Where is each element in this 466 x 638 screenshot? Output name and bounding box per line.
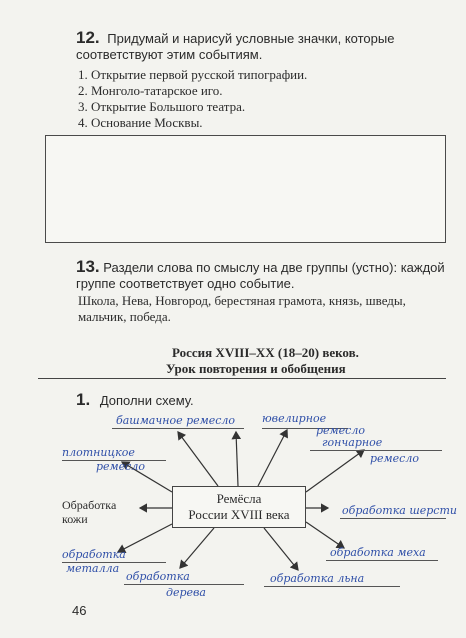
list-item: 1. Открытие первой русской типографии. xyxy=(78,67,308,82)
hand-bottom-mid-2: дерева xyxy=(166,586,206,599)
arrow-left-down xyxy=(118,524,172,552)
list-item: 2. Монголо-татарское иго. xyxy=(78,83,223,98)
task-13-number: 13. xyxy=(76,257,100,276)
section-title: Россия XVIII–XX (18–20) веков. xyxy=(172,345,359,360)
hand-left-2: ремесло xyxy=(96,460,145,473)
page-number: 46 xyxy=(72,603,87,618)
scheme-center-box xyxy=(172,486,306,528)
arrow-bottom-left xyxy=(180,528,214,568)
arrow-top-right xyxy=(258,430,287,486)
task-12-number: 12. xyxy=(76,28,100,47)
arrow-top xyxy=(236,432,238,486)
task-12-text: Придумай и нарисуй условные значки, которые соответствуют этим событиям. xyxy=(76,31,395,62)
answer-line xyxy=(310,450,442,451)
hand-right-low: обработка меха xyxy=(330,546,426,559)
hand-right-2: ремесло xyxy=(370,452,419,465)
task-13-text: Раздели слова по смыслу на две группы (устно): каждой группе соответствует одно событие. xyxy=(76,260,445,291)
hand-right-1: гончарное xyxy=(322,436,383,449)
arrow-right-down xyxy=(306,522,344,548)
hand-bottom-mid-1: обработка xyxy=(126,570,190,583)
answer-line xyxy=(112,428,244,429)
printed-label-leather: Обработка кожи xyxy=(62,498,117,526)
answer-line xyxy=(326,560,438,561)
center-line-2: России XVIII века xyxy=(188,507,290,522)
hand-bottom-right: обработка льна xyxy=(270,572,365,585)
answer-line xyxy=(264,586,400,587)
hand-bottom-left-2: металла xyxy=(66,562,120,575)
section-subtitle: Урок повторения и обобщения xyxy=(166,361,346,376)
task-13-words: Школа, Нева, Новгород, берестяная грамота, князь, шведы, мальчик, победа. xyxy=(78,293,406,324)
hand-top-right-1: ювелирное xyxy=(262,412,327,425)
hand-top-right-2: ремесло xyxy=(316,424,365,437)
center-line-1: Ремёсла xyxy=(216,491,262,506)
arrow-top-left xyxy=(178,432,218,486)
arrow-right-up xyxy=(306,450,364,492)
task-1-text: Дополни схему. xyxy=(99,393,194,408)
arrow-bottom-right xyxy=(264,528,298,570)
hand-bottom-left-1: обработка xyxy=(62,548,126,561)
list-item: 4. Основание Москвы. xyxy=(78,115,203,130)
answer-line xyxy=(340,518,446,519)
hand-right-mid: обработка шерсти xyxy=(342,504,457,517)
task-1-number: 1. xyxy=(76,390,91,409)
answer-line xyxy=(124,584,244,585)
hand-left-1: плотницкое xyxy=(62,446,135,459)
hand-top-left: башмачное ремесло xyxy=(116,414,236,427)
list-item: 3. Открытие Большого театра. xyxy=(78,99,246,114)
